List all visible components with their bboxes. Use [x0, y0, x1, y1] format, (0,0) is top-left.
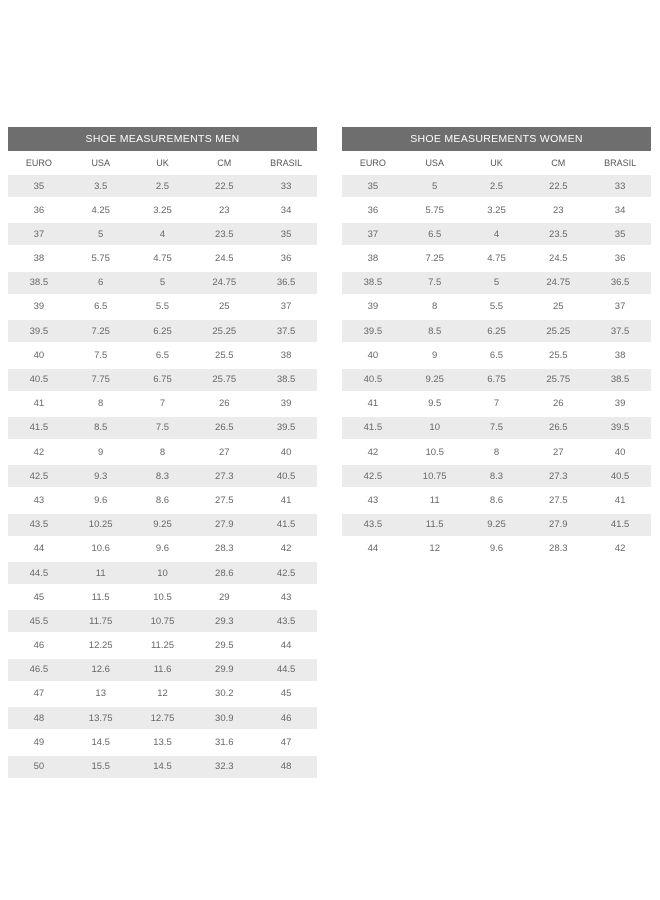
table-cell: 47	[33, 688, 45, 700]
table-row	[342, 272, 651, 294]
table-row	[8, 489, 317, 511]
table-cell: 46.5	[29, 664, 49, 676]
table-row	[8, 731, 317, 753]
table-cell: 42.5	[29, 470, 49, 482]
table-cell: 9	[98, 446, 104, 458]
table-cell: 40.5	[29, 374, 49, 385]
table-row	[8, 369, 317, 391]
table-cell: 41.5	[363, 422, 383, 434]
table-row	[342, 248, 651, 270]
table-cell: 40	[367, 349, 379, 361]
table-row	[342, 369, 651, 391]
table-cell: 31.6	[215, 736, 234, 748]
table-row	[342, 344, 651, 366]
column-header-uk: UK	[490, 158, 503, 168]
women-column-headers	[342, 151, 651, 175]
table-cell: 39	[280, 398, 292, 410]
table-row	[8, 514, 317, 536]
table-cell: 38	[614, 349, 626, 361]
table-cell: 38	[367, 253, 379, 265]
table-cell: 27	[219, 446, 230, 458]
table-cell: 15.5	[91, 761, 110, 772]
table-row	[8, 586, 317, 608]
table-cell: 27.3	[549, 470, 568, 482]
table-cell: 49	[33, 736, 45, 748]
table-cell: 8.3	[489, 470, 504, 482]
table-cell: 4.75	[487, 253, 506, 265]
table-cell: 28.3	[549, 543, 568, 555]
table-cell: 10.6	[91, 543, 110, 555]
table-cell: 9.3	[94, 470, 108, 482]
table-cell: 12	[157, 688, 168, 700]
table-cell: 27.3	[215, 470, 234, 482]
table-cell: 42	[367, 446, 379, 458]
table-cell: 29.3	[215, 615, 234, 627]
table-cell: 26.5	[549, 422, 568, 434]
table-cell: 38.5	[29, 277, 49, 289]
table-cell: 27.9	[549, 519, 568, 531]
column-header-cm: CM	[551, 158, 566, 168]
table-cell: 11	[95, 567, 106, 579]
table-cell: 24.75	[212, 277, 237, 289]
table-cell: 12.25	[88, 640, 113, 652]
women-size-table	[342, 127, 651, 562]
table-cell: 40	[280, 446, 292, 458]
table-cell: 48	[280, 761, 292, 772]
table-cell: 43	[280, 591, 292, 603]
table-cell: 22.5	[215, 180, 234, 192]
table-row	[8, 199, 317, 221]
table-cell: 33	[280, 180, 292, 192]
table-cell: 35	[33, 180, 45, 192]
table-cell: 6.5	[428, 228, 442, 240]
table-cell: 7	[159, 398, 166, 410]
table-cell: 11.75	[89, 615, 113, 627]
table-cell: 44	[367, 543, 379, 555]
table-cell: 30.9	[215, 712, 234, 724]
table-cell: 7.5	[428, 277, 442, 289]
table-cell: 38.5	[276, 374, 296, 385]
table-cell: 8.3	[155, 470, 170, 482]
table-cell: 42	[33, 446, 45, 458]
table-cell: 27.5	[215, 494, 234, 506]
women-table-title: SHOE MEASUREMENTS WOMEN	[342, 127, 651, 151]
column-header-cm: CM	[217, 158, 232, 168]
table-cell: 24.5	[549, 253, 568, 265]
table-cell: 6	[98, 277, 104, 289]
table-cell: 37	[280, 301, 292, 313]
table-row	[342, 514, 651, 536]
table-row	[342, 489, 651, 511]
table-cell: 10	[429, 422, 440, 434]
table-cell: 38.5	[610, 374, 630, 385]
table-cell: 5.75	[425, 204, 444, 216]
table-cell: 41	[367, 398, 379, 410]
table-cell: 10.75	[150, 615, 175, 627]
table-cell: 43.5	[29, 519, 49, 531]
column-header-brasil: BRASIL	[604, 158, 637, 168]
table-cell: 6.25	[153, 325, 172, 337]
table-cell: 36	[280, 253, 292, 265]
table-cell: 2.5	[489, 180, 504, 192]
table-cell: 42	[280, 543, 292, 555]
table-cell: 45	[33, 591, 45, 603]
table-cell: 41.5	[29, 422, 49, 434]
men-column-headers	[8, 151, 317, 175]
table-cell: 45.5	[29, 615, 49, 627]
table-row	[8, 441, 317, 463]
table-cell: 40.5	[610, 470, 630, 482]
table-row	[8, 320, 317, 342]
table-cell: 7.75	[91, 374, 110, 385]
table-row	[8, 175, 317, 197]
table-row	[8, 683, 317, 705]
table-cell: 13	[95, 688, 106, 700]
table-row	[342, 441, 651, 463]
table-cell: 29	[219, 591, 230, 603]
table-row	[342, 417, 651, 439]
table-row	[8, 272, 317, 294]
table-cell: 6.75	[153, 374, 172, 385]
table-cell: 25.25	[212, 325, 237, 337]
table-cell: 39.5	[276, 422, 296, 434]
table-cell: 25	[219, 301, 230, 313]
table-cell: 5.75	[91, 253, 110, 265]
table-cell: 11.5	[425, 519, 444, 531]
column-header-usa: USA	[91, 158, 110, 168]
table-row	[342, 175, 651, 197]
table-cell: 12.6	[91, 664, 110, 676]
men-table-body	[8, 175, 317, 778]
table-cell: 44	[280, 640, 292, 652]
table-cell: 6.25	[487, 325, 506, 337]
table-cell: 38	[33, 253, 45, 265]
table-cell: 4.25	[91, 204, 110, 216]
table-cell: 37	[33, 228, 45, 240]
table-cell: 28.3	[215, 543, 234, 555]
table-cell: 38.5	[363, 277, 383, 289]
table-cell: 35	[280, 228, 292, 240]
table-cell: 40	[33, 349, 45, 361]
table-cell: 36.5	[610, 277, 630, 289]
table-cell: 43.5	[276, 615, 296, 627]
table-cell: 27.9	[215, 519, 234, 531]
table-cell: 37.5	[610, 325, 630, 337]
table-row	[8, 344, 317, 366]
table-cell: 43	[367, 494, 379, 506]
table-cell: 11.25	[150, 640, 175, 652]
table-cell: 39	[367, 301, 379, 313]
table-cell: 8	[432, 301, 438, 313]
table-cell: 32.3	[215, 761, 234, 772]
table-cell: 10.5	[425, 446, 444, 458]
table-row	[8, 635, 317, 657]
table-cell: 46	[280, 712, 292, 724]
table-cell: 29.9	[215, 664, 234, 676]
table-cell: 8	[493, 446, 500, 458]
table-cell: 25.5	[215, 349, 234, 361]
table-cell: 44.5	[276, 664, 296, 676]
table-cell: 2.5	[155, 180, 170, 192]
table-cell: 5.5	[155, 301, 170, 313]
table-cell: 44.5	[29, 567, 49, 579]
table-row	[8, 659, 317, 681]
table-row	[8, 610, 317, 632]
column-header-uk: UK	[156, 158, 169, 168]
table-cell: 44	[33, 543, 45, 555]
table-cell: 8	[98, 398, 104, 410]
table-cell: 9.6	[155, 543, 170, 555]
table-cell: 34	[614, 204, 626, 216]
table-row	[8, 538, 317, 560]
table-cell: 25.5	[549, 349, 568, 361]
table-cell: 26	[219, 398, 230, 410]
table-cell: 23.5	[215, 228, 234, 240]
table-cell: 8.6	[489, 494, 504, 506]
table-cell: 41.5	[276, 519, 296, 531]
table-cell: 9.25	[425, 374, 444, 385]
table-row	[8, 562, 317, 584]
table-cell: 37	[614, 301, 626, 313]
table-cell: 3.25	[487, 204, 506, 216]
table-cell: 25.75	[212, 374, 237, 385]
table-cell: 7.25	[425, 253, 444, 265]
table-row	[8, 707, 317, 729]
table-cell: 45	[280, 688, 292, 700]
table-cell: 10.75	[422, 470, 447, 482]
table-cell: 41	[33, 398, 45, 410]
table-row	[342, 320, 651, 342]
table-row	[8, 248, 317, 270]
table-row	[8, 296, 317, 318]
table-cell: 24.5	[215, 253, 234, 265]
table-cell: 13.75	[88, 712, 113, 724]
table-cell: 37	[367, 228, 379, 240]
table-row	[342, 199, 651, 221]
table-cell: 27	[553, 446, 564, 458]
table-cell: 9.6	[94, 494, 108, 506]
men-size-table	[8, 127, 317, 780]
table-cell: 36	[367, 204, 379, 216]
table-cell: 8	[159, 446, 166, 458]
table-cell: 41	[614, 494, 626, 506]
table-cell: 25	[553, 301, 564, 313]
table-cell: 10	[157, 567, 168, 579]
table-cell: 29.5	[215, 640, 234, 652]
table-cell: 26.5	[215, 422, 234, 434]
table-cell: 9.25	[487, 519, 506, 531]
table-cell: 34	[280, 204, 292, 216]
table-cell: 39	[614, 398, 626, 410]
table-cell: 11.5	[91, 591, 110, 603]
table-cell: 36	[33, 204, 45, 216]
table-cell: 25.75	[546, 374, 571, 385]
table-row	[342, 393, 651, 415]
table-row	[342, 296, 651, 318]
table-cell: 8.5	[94, 422, 108, 434]
table-cell: 7.5	[489, 422, 504, 434]
table-cell: 40.5	[363, 374, 383, 385]
table-cell: 30.2	[215, 688, 234, 700]
table-row	[342, 223, 651, 245]
table-cell: 5	[159, 277, 166, 289]
table-cell: 12	[429, 543, 440, 555]
table-cell: 11	[429, 494, 440, 506]
men-table-title: SHOE MEASUREMENTS MEN	[8, 127, 317, 151]
table-cell: 4	[493, 228, 500, 240]
table-cell: 5	[98, 228, 104, 240]
table-cell: 22.5	[549, 180, 568, 192]
table-cell: 7.5	[155, 422, 170, 434]
table-cell: 7.25	[91, 325, 110, 337]
table-cell: 36.5	[276, 277, 296, 289]
table-cell: 42.5	[276, 567, 296, 579]
table-cell: 7	[493, 398, 500, 410]
table-cell: 5	[493, 277, 500, 289]
table-cell: 27.5	[549, 494, 568, 506]
women-table-body	[342, 175, 651, 560]
table-row	[8, 393, 317, 415]
table-cell: 41	[280, 494, 292, 506]
table-row	[8, 223, 317, 245]
table-cell: 14.5	[91, 736, 110, 748]
table-cell: 10.25	[88, 519, 113, 531]
table-cell: 9	[432, 349, 438, 361]
column-header-euro: EURO	[359, 158, 386, 168]
table-cell: 28.6	[215, 567, 234, 579]
table-cell: 39.5	[363, 325, 383, 337]
table-cell: 8.5	[428, 325, 442, 337]
table-cell: 23.5	[549, 228, 568, 240]
table-cell: 39.5	[610, 422, 630, 434]
table-cell: 35	[614, 228, 626, 240]
table-cell: 43.5	[363, 519, 383, 531]
table-cell: 39.5	[29, 325, 49, 337]
table-cell: 50	[33, 761, 45, 772]
table-cell: 7.5	[94, 349, 108, 361]
table-cell: 23	[219, 204, 230, 216]
table-cell: 3.5	[94, 180, 108, 192]
table-cell: 14.5	[153, 761, 172, 772]
table-cell: 6.5	[155, 349, 170, 361]
table-cell: 9.6	[489, 543, 504, 555]
table-cell: 4.75	[153, 253, 172, 265]
table-cell: 47	[280, 736, 292, 748]
table-cell: 46	[33, 640, 45, 652]
table-cell: 6.5	[489, 349, 504, 361]
column-header-euro: EURO	[25, 158, 52, 168]
table-cell: 25.25	[546, 325, 571, 337]
table-cell: 40	[614, 446, 626, 458]
table-cell: 8.6	[155, 494, 170, 506]
table-cell: 3.25	[153, 204, 172, 216]
table-cell: 42.5	[363, 470, 383, 482]
table-cell: 40.5	[276, 470, 296, 482]
table-cell: 43	[33, 494, 45, 506]
table-cell: 5.5	[489, 301, 504, 313]
table-row	[342, 465, 651, 487]
table-cell: 12.75	[150, 712, 175, 724]
table-cell: 41.5	[610, 519, 630, 531]
table-cell: 42	[614, 543, 626, 555]
table-cell: 11.6	[153, 664, 172, 676]
table-cell: 10.5	[153, 591, 172, 603]
table-cell: 6.5	[94, 301, 108, 313]
table-row	[8, 756, 317, 778]
table-cell: 38	[280, 349, 292, 361]
table-cell: 6.75	[487, 374, 506, 385]
table-cell: 35	[367, 180, 379, 192]
table-cell: 13.5	[153, 736, 172, 748]
table-cell: 36	[614, 253, 626, 265]
table-cell: 37.5	[276, 325, 296, 337]
table-cell: 39	[33, 301, 45, 313]
table-cell: 26	[553, 398, 564, 410]
table-cell: 9.5	[428, 398, 442, 410]
column-header-usa: USA	[425, 158, 444, 168]
table-cell: 33	[614, 180, 626, 192]
table-cell: 5	[432, 180, 438, 192]
table-cell: 24.75	[546, 277, 571, 289]
column-header-brasil: BRASIL	[270, 158, 303, 168]
table-row	[8, 417, 317, 439]
table-cell: 4	[159, 228, 166, 240]
table-cell: 23	[553, 204, 564, 216]
table-cell: 48	[33, 712, 45, 724]
table-cell: 9.25	[153, 519, 172, 531]
table-row	[342, 538, 651, 560]
table-row	[8, 465, 317, 487]
